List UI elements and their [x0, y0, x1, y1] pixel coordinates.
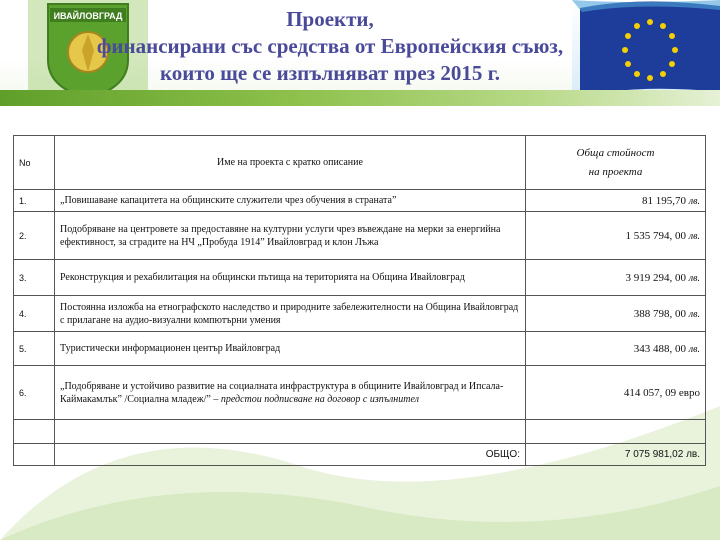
title-line-3: които ще се изпълняват през 2015 г. [159, 61, 501, 85]
eu-flag-icon [572, 0, 720, 100]
table-row-empty [14, 420, 706, 444]
project-cost [526, 366, 706, 420]
cost-value: 1 535 794, 00 [625, 229, 687, 242]
project-cost [526, 212, 706, 260]
empty-cell [14, 444, 55, 466]
row-number: 2. [14, 212, 55, 260]
row-number: 5. [14, 332, 55, 366]
cost-value: 3 919 294, 00 [625, 271, 687, 284]
column-header-no: No [14, 136, 55, 190]
table-row [14, 366, 706, 420]
empty-cell [526, 420, 706, 444]
title-line-2: финансирани със средства от Европейския съюз, [96, 34, 564, 58]
project-name: Туристически информационен център Ивайловград [55, 332, 526, 366]
project-note: предстои подписване на договор с изпълнител [220, 393, 420, 405]
project-cost [526, 190, 706, 212]
header-green-band [0, 90, 720, 106]
row-number: 6. [14, 366, 55, 420]
row-number: 3. [14, 260, 55, 296]
table-header-row [14, 136, 706, 190]
project-cost [526, 260, 706, 296]
table-row [14, 332, 706, 366]
project-name: Реконструкция и рехабилитация на общински пътища на територията на Община Ивайловград [55, 260, 526, 296]
crest-text: ИВАЙЛОВГРАД [53, 11, 123, 21]
title-line-1: Проекти, [286, 7, 374, 31]
cost-unit: лв. [688, 308, 700, 320]
cost-unit: лв. [688, 195, 700, 207]
row-number: 4. [14, 296, 55, 332]
cost-value: 414 057, 09 [623, 386, 677, 399]
table-row [14, 212, 706, 260]
page-title [40, 6, 620, 87]
total-value: 7 075 981,02 лв. [526, 444, 706, 466]
row-number: 1. [14, 190, 55, 212]
project-name: „Повишаване капацитета на общинските служители чрез обучения в страната” [55, 190, 526, 212]
project-name: Подобряване на центровете за предоставяне на културни услуги чрез въвеждане на мерки за енергийна ефективност, за сградите на НЧ „Пробуда 1914” Ивайловград и клон Лъжа [55, 212, 526, 260]
empty-cell [14, 420, 55, 444]
cost-value: 388 798, 00 [633, 307, 687, 320]
cost-value: 81 195,70 [642, 194, 687, 207]
column-header-cost-line2: на проекта [588, 165, 643, 178]
project-name-text: „Подобряване и устойчиво развитие на социалната инфраструктура в общините Ивайловград и Ипсала-Каймакамлък” /Социална младеж/” – [60, 380, 504, 405]
project-cost [526, 296, 706, 332]
cost-unit: лв. [688, 343, 700, 355]
column-header-cost-line1: Обща стойност [576, 146, 655, 159]
empty-cell [55, 420, 526, 444]
project-cost [526, 332, 706, 366]
cost-unit: лв. [688, 272, 700, 284]
cost-unit: евро [678, 386, 700, 399]
cost-value: 343 488, 00 [633, 342, 687, 355]
total-label: ОБЩО: [55, 444, 526, 466]
column-header-cost [526, 136, 706, 190]
table-row [14, 190, 706, 212]
table-row [14, 296, 706, 332]
cost-unit: лв. [688, 230, 700, 242]
table-row [14, 260, 706, 296]
table-total-row [14, 444, 706, 466]
project-name: Постоянна изложба на етнографското наследство и природните забележителности на Община Ивайловград с прилагане на аудио-визуални компютърни умения [55, 296, 526, 332]
column-header-name: Име на проекта с кратко описание [55, 136, 526, 190]
projects-table [13, 135, 706, 466]
project-name [55, 366, 526, 420]
